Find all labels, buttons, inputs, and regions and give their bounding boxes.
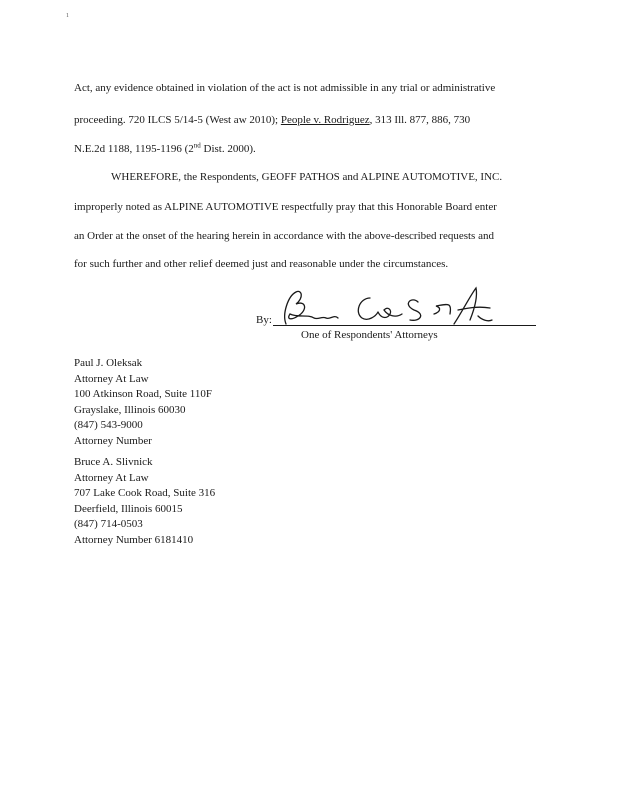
paragraph-2-line-4: for such further and other relief deemed just and reasonable under the circumstances. (74, 258, 449, 270)
reporter-cite: N.E.2d 1188, 1195-1196 (2 (74, 143, 194, 155)
ordinal-suffix: nd (193, 141, 201, 150)
page-number: 1 (66, 13, 69, 19)
attorney-1-title: Attorney At Law (74, 372, 149, 385)
attorney-1-address-block (74, 356, 212, 449)
attorney-2-address-block (74, 455, 215, 548)
attorney-2-city: Deerfield, Illinois 60015 (74, 502, 183, 515)
handwritten-signature (278, 284, 498, 328)
attorney-2-phone: (847) 714-0503 (74, 518, 143, 530)
attorney-1-phone: (847) 543-9000 (74, 419, 143, 431)
case-name: People v. Rodriguez (280, 114, 370, 126)
attorney-1-number: Attorney Number (74, 434, 152, 447)
case-reporter: , 313 Ill. 877, 886, 730 (369, 114, 471, 126)
citation-text: proceeding. 720 ILCS 5/14-5 (West aw 2010); (74, 114, 281, 126)
paragraph-2-line-1: WHEREFORE, the Respondents, GEOFF PATHOS and ALPINE AUTOMOTIVE, INC. (111, 171, 503, 183)
paragraph-2-line-2: improperly noted as ALPINE AUTOMOTIVE respectfully pray that this Honorable Board enter (74, 201, 497, 213)
paragraph-1-line-2 (74, 114, 470, 127)
paragraph-2-line-3: an Order at the onset of the hearing herein in accordance with the above-described requests and (74, 230, 494, 242)
paragraph-1-line-1: Act, any evidence obtained in violation of the act is not admissible in any trial or administrative (74, 82, 496, 94)
attorney-1-name: Paul J. Oleksak (74, 357, 143, 369)
attorney-2-street: 707 Lake Cook Road, Suite 316 (74, 487, 216, 499)
signature-by-label: By: (256, 314, 272, 326)
signature-block (256, 284, 546, 344)
signature-caption: One of Respondents' Attorneys (301, 329, 438, 341)
district-year: Dist. 2000). (200, 143, 256, 155)
attorney-1-city: Grayslake, Illinois 60030 (74, 403, 186, 416)
attorney-2-number: Attorney Number 6181410 (74, 533, 194, 546)
signature-line (273, 325, 536, 326)
paragraph-1-line-3 (74, 143, 256, 156)
attorney-2-title: Attorney At Law (74, 471, 149, 484)
attorney-1-street: 100 Atkinson Road, Suite 110F (74, 388, 213, 400)
attorney-2-name: Bruce A. Slivnick (74, 456, 153, 468)
